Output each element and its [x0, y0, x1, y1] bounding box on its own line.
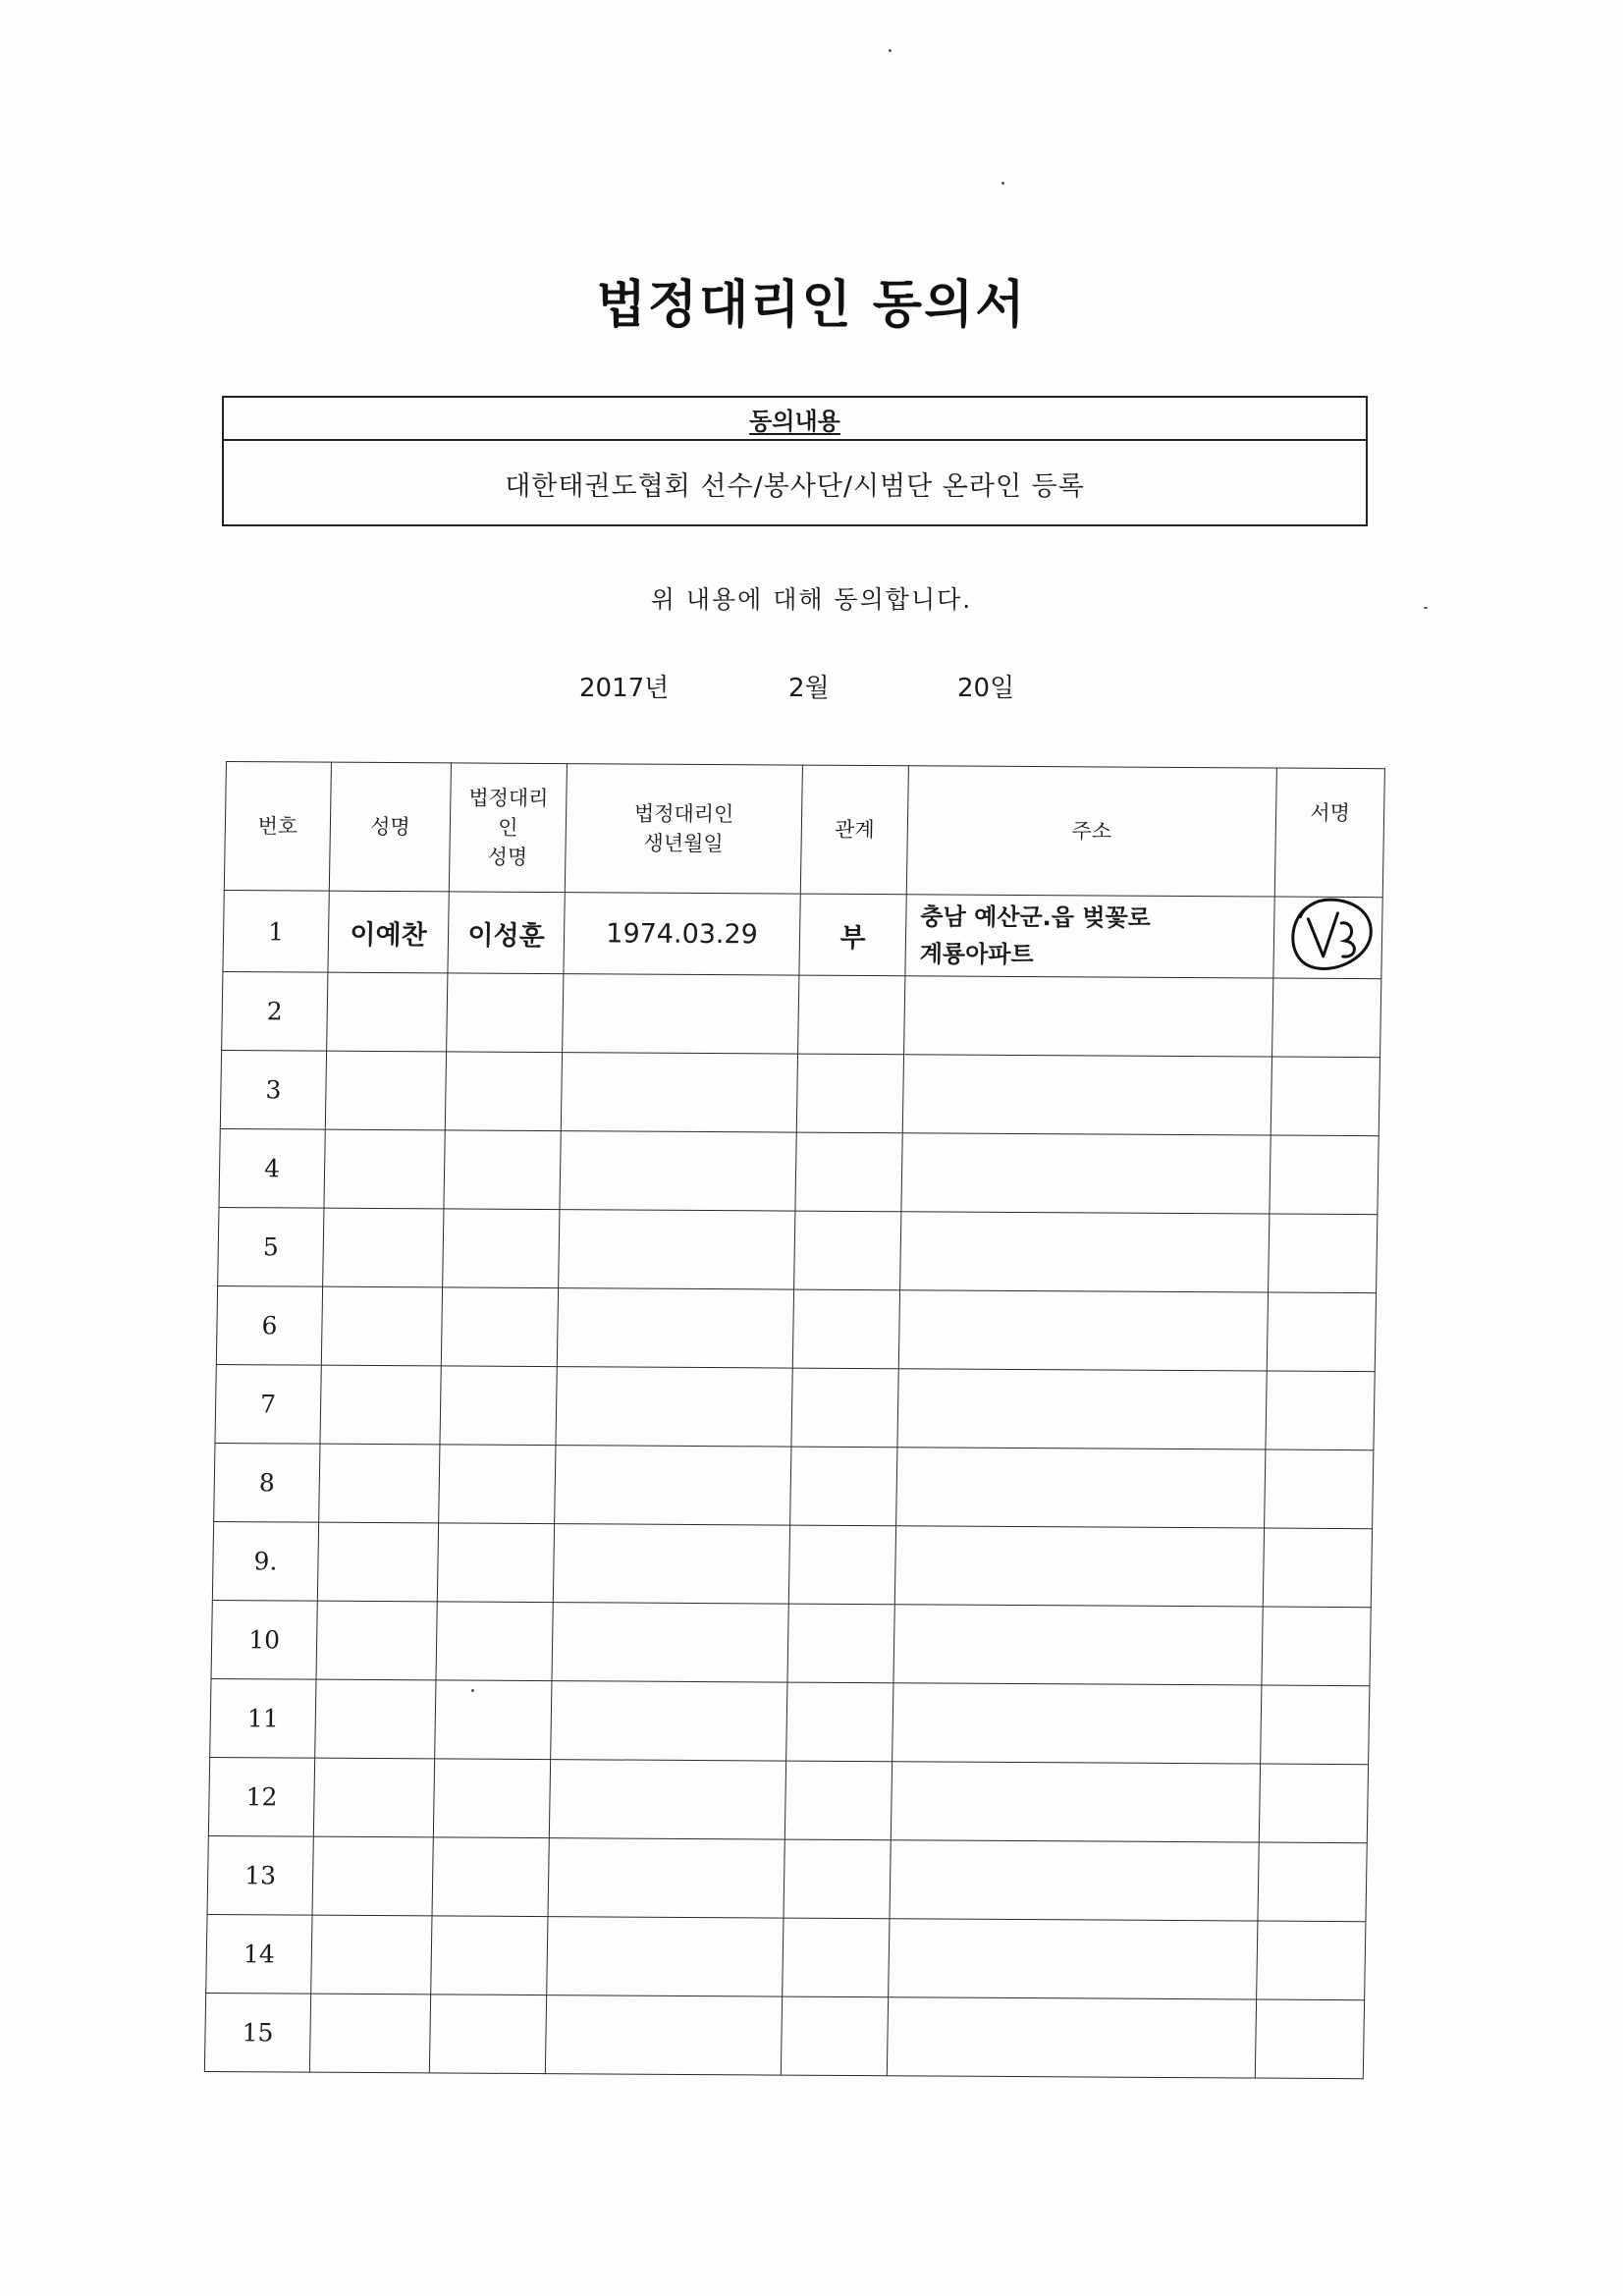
cell-name — [325, 1051, 446, 1130]
cell-signature — [1257, 1921, 1366, 2000]
cell-address — [893, 1683, 1262, 1764]
cell-signature — [1263, 1528, 1372, 1608]
document-title: 법정대리인 동의서 — [596, 276, 1027, 335]
table-row — [216, 1285, 1376, 1371]
cell-guardian-name: 이성훈 — [448, 892, 565, 974]
header-address: 주소 — [906, 766, 1276, 897]
cell-name — [312, 1836, 433, 1916]
cell-number: 11 — [210, 1678, 316, 1758]
cell-number: 3 — [220, 1050, 326, 1129]
cell-address — [890, 1840, 1259, 1921]
cell-signature — [1266, 1371, 1375, 1450]
cell-relation: 부 — [799, 894, 906, 976]
cell-address — [887, 1997, 1256, 2078]
cell-address — [896, 1448, 1266, 1528]
cell-number: 6 — [216, 1285, 322, 1365]
address-line2: 계룡아파트 — [919, 940, 1034, 969]
cell-guardian-name — [437, 1523, 554, 1603]
cell-relation — [783, 1918, 890, 1997]
cell-guardian-name — [445, 1052, 562, 1131]
cell-guardian-name — [444, 1130, 561, 1210]
cell-relation — [791, 1368, 898, 1448]
cell-guardian-name — [441, 1287, 558, 1367]
address-line1: 충남 예산군.읍 벚꽃로 — [920, 902, 1152, 932]
cell-signature — [1261, 1685, 1370, 1765]
cell-guardian-birth — [545, 1995, 782, 2075]
cell-signature — [1272, 978, 1381, 1058]
date-month: 2월 — [788, 674, 830, 703]
cell-name — [323, 1208, 444, 1287]
scan-speck — [889, 49, 892, 52]
cell-name — [315, 1679, 436, 1759]
date-day: 20일 — [957, 674, 1015, 703]
scan-speck — [1001, 182, 1004, 185]
cell-number: 9. — [212, 1521, 318, 1601]
cell-signature — [1258, 1842, 1367, 1922]
table-row — [211, 1600, 1371, 1685]
cell-number: 2 — [222, 971, 328, 1051]
consent-box — [222, 396, 1368, 526]
cell-address — [889, 1919, 1258, 1999]
cell-signature — [1262, 1607, 1371, 1686]
cell-number: 12 — [208, 1757, 314, 1836]
cell-name: 이예찬 — [328, 891, 449, 973]
cell-guardian-birth — [552, 1603, 788, 1682]
cell-relation — [786, 1682, 893, 1762]
cell-relation — [788, 1525, 895, 1605]
cell-signature — [1255, 1999, 1364, 2079]
cell-address — [901, 1133, 1271, 1214]
header-number: 번호 — [224, 762, 331, 892]
header-guardian-name — [449, 763, 567, 893]
cell-guardian-name — [440, 1366, 557, 1446]
cell-name — [317, 1522, 438, 1602]
cell-address — [893, 1605, 1263, 1685]
table-row — [214, 1443, 1374, 1528]
cell-address — [902, 1055, 1271, 1135]
cell-guardian-name — [439, 1445, 556, 1524]
table-row — [210, 1678, 1370, 1764]
cell-number: 5 — [218, 1207, 324, 1286]
table-row — [212, 1521, 1372, 1607]
header-relation: 관계 — [800, 765, 908, 895]
scan-speck — [471, 1689, 474, 1692]
cell-guardian-birth — [548, 1838, 784, 1918]
table-row — [215, 1364, 1375, 1449]
cell-relation — [787, 1604, 894, 1683]
table-row — [218, 1207, 1378, 1292]
cell-guardian-birth: 1974.03.29 — [564, 893, 800, 975]
cell-name — [320, 1365, 441, 1445]
cell-name — [309, 1994, 430, 2073]
cell-guardian-name — [433, 1759, 550, 1838]
cell-name — [313, 1758, 434, 1837]
header-guardian-name-line3: 성명 — [487, 845, 528, 869]
agreement-statement: 위 내용에 대해 동의합니다. — [650, 585, 973, 614]
registration-table — [204, 761, 1385, 2079]
cell-signature — [1269, 1214, 1378, 1293]
handwritten-signature-icon — [1279, 888, 1379, 977]
date-year: 2017년 — [579, 674, 670, 703]
cell-number: 14 — [206, 1914, 312, 1994]
cell-guardian-birth — [555, 1446, 791, 1525]
cell-signature — [1271, 1057, 1380, 1136]
cell-guardian-name — [443, 1209, 560, 1288]
cell-relation — [794, 1211, 901, 1290]
cell-signature — [1270, 1135, 1379, 1215]
header-name: 성명 — [329, 762, 451, 892]
table-row — [222, 971, 1381, 1057]
cell-guardian-name — [447, 973, 564, 1053]
header-guardian-name-line2: 인 — [498, 815, 518, 840]
cell-relation — [790, 1447, 897, 1526]
cell-address — [891, 1762, 1260, 1842]
table-row — [204, 1993, 1364, 2078]
cell-signature — [1265, 1449, 1374, 1529]
header-guardian-birth-line2: 생년월일 — [643, 831, 724, 856]
cell-number: 4 — [219, 1128, 325, 1208]
cell-guardian-birth — [556, 1367, 792, 1447]
cell-relation — [798, 975, 905, 1055]
cell-signature — [1267, 1292, 1376, 1372]
table-header-row — [224, 762, 1384, 898]
cell-guardian-name — [429, 1995, 546, 2074]
header-guardian-birth — [565, 764, 802, 894]
cell-name — [316, 1601, 437, 1680]
consent-header-label: 동의내용 — [749, 407, 840, 435]
cell-relation — [792, 1289, 899, 1369]
cell-guardian-birth — [560, 1131, 796, 1211]
cell-number: 13 — [207, 1835, 313, 1915]
header-guardian-birth-line1: 법정대리인 — [633, 801, 734, 827]
cell-guardian-birth — [547, 1917, 784, 1996]
table-row — [206, 1914, 1366, 1999]
cell-address — [900, 1212, 1270, 1292]
cell-address — [904, 976, 1273, 1057]
cell-number: 10 — [211, 1600, 317, 1679]
header-signature: 서명 — [1274, 768, 1384, 898]
cell-guardian-birth — [557, 1288, 793, 1368]
cell-address — [894, 1526, 1264, 1607]
cell-name — [324, 1129, 445, 1209]
scan-speck — [1424, 607, 1428, 609]
cell-relation — [781, 1996, 888, 2076]
cell-guardian-birth — [561, 1053, 797, 1132]
cell-number: 7 — [215, 1364, 321, 1444]
cell-relation — [784, 1761, 892, 1840]
cell-guardian-birth — [559, 1210, 795, 1289]
cell-guardian-birth — [551, 1681, 787, 1761]
cell-relation — [795, 1132, 902, 1212]
cell-guardian-name — [431, 1916, 548, 1995]
table-row — [208, 1757, 1368, 1842]
cell-name — [321, 1286, 442, 1366]
cell-address — [905, 895, 1274, 978]
cell-guardian-name — [435, 1680, 552, 1760]
cell-guardian-name — [432, 1837, 549, 1917]
consent-body: 대한태권도협회 선수/봉사단/시범단 온라인 등록 — [505, 471, 1085, 502]
consent-header — [224, 398, 1366, 441]
cell-number: 1 — [223, 891, 329, 973]
table-row — [223, 891, 1382, 979]
table-row — [220, 1050, 1380, 1135]
cell-signature — [1273, 897, 1382, 979]
cell-name — [319, 1444, 440, 1523]
cell-number: 15 — [204, 1993, 310, 2072]
cell-guardian-birth — [563, 974, 799, 1054]
cell-signature — [1259, 1764, 1368, 1843]
cell-relation — [784, 1839, 891, 1919]
table-row — [207, 1835, 1367, 1921]
cell-name — [311, 1915, 432, 1995]
cell-guardian-birth — [549, 1760, 785, 1839]
cell-number: 8 — [214, 1443, 320, 1522]
cell-name — [327, 972, 448, 1052]
cell-guardian-name — [436, 1602, 553, 1681]
header-guardian-name-line1: 법정대리 — [468, 786, 549, 811]
cell-address — [898, 1290, 1268, 1371]
cell-relation — [796, 1054, 903, 1133]
cell-address — [897, 1369, 1267, 1449]
table-row — [219, 1128, 1379, 1214]
cell-guardian-birth — [553, 1524, 789, 1604]
